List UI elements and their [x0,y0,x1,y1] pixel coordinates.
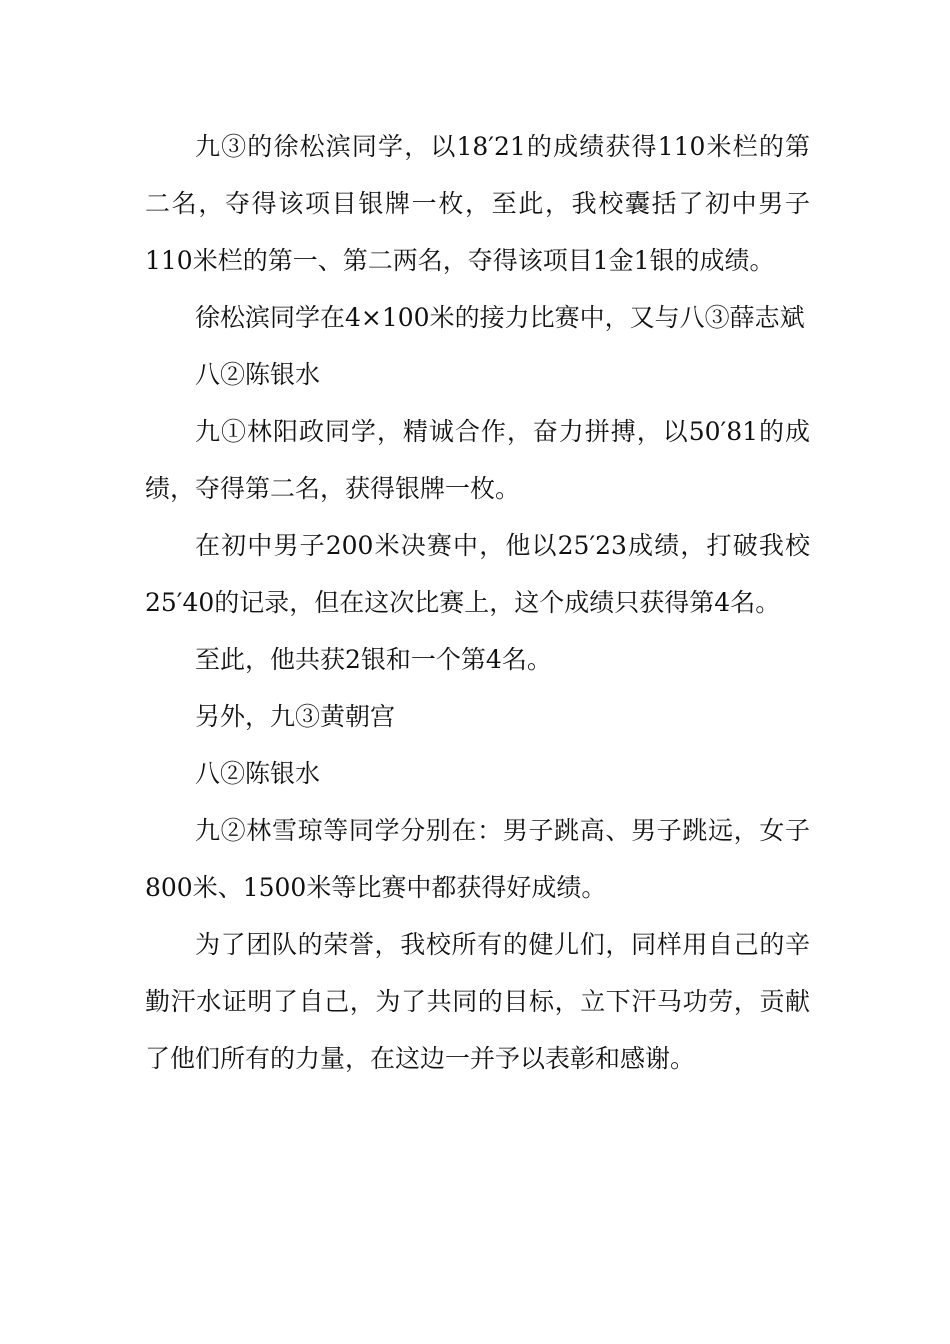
paragraph-others-member: 八②陈银水 [195,759,321,788]
paragraph-jumps-runs: 九②林雪琼等同学分别在：男子跳高、男子跳远，女子800米、1500米等比赛中都获得好成绩。 [145,816,810,902]
document-body [145,118,810,1087]
paragraph-summary: 至此，他共获2银和一个第4名。 [195,645,552,674]
paragraph-relay-result: 九①林阳政同学，精诚合作，奋力拼搏，以50′81的成绩，夺得第二名，获得银牌一枚。 [145,417,810,503]
paragraph-relay-member: 八②陈银水 [195,360,321,389]
paragraph-200m: 在初中男子200米决赛中，他以25′23成绩，打破我校25′40的记录，但在这次比赛上，这个成绩只获得第4名。 [145,531,810,617]
paragraph-relay: 徐松滨同学在4×100米的接力比赛中，又与八③薛志斌 [195,303,805,332]
paragraph-others: 另外，九③黄朝宫 [195,702,396,731]
paragraph-thanks: 为了团队的荣誉，我校所有的健儿们，同样用自己的辛勤汗水证明了自己，为了共同的目标，立下汗马功劳，贡献了他们所有的力量，在这边一并予以表彰和感谢。 [145,930,810,1073]
paragraph-hurdles-silver: 九③的徐松滨同学，以18′21的成绩获得110米栏的第二名，夺得该项目银牌一枚，至此，我校囊括了初中男子110米栏的第一、第二两名，夺得该项目1金1银的成绩。 [145,132,810,275]
